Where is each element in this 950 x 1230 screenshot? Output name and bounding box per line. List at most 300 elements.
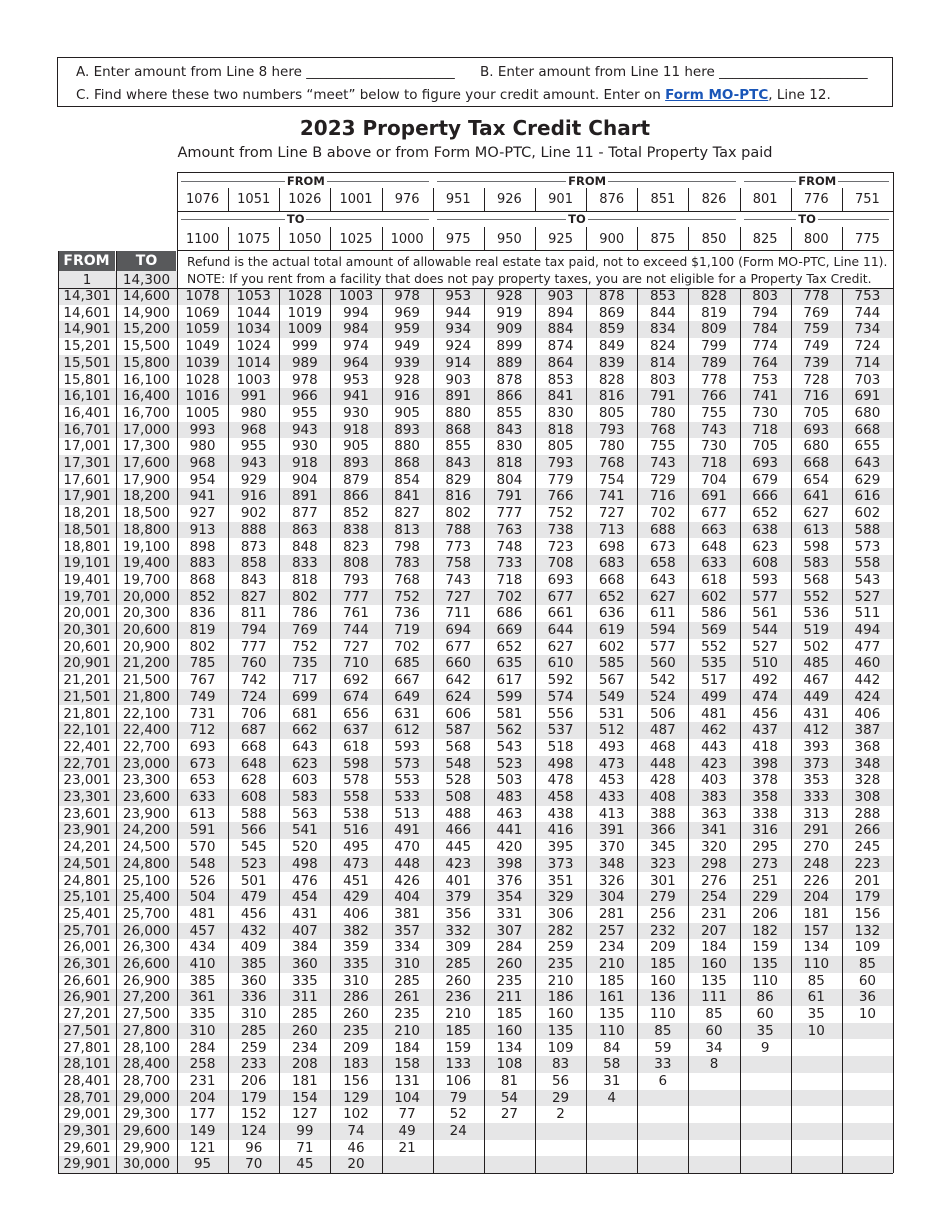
income-from-value: 20,601 xyxy=(63,638,111,655)
credit-amount: 477 xyxy=(854,638,881,655)
credit-amount: 836 xyxy=(189,605,216,622)
credit-amount: 46 xyxy=(347,1139,365,1156)
credit-amount: 71 xyxy=(296,1139,314,1156)
credit-amount: 802 xyxy=(189,638,216,655)
instruction-c-suffix: , Line 12. xyxy=(768,87,831,103)
credit-amount: 81 xyxy=(500,1072,518,1089)
credit-amount: 818 xyxy=(547,421,574,438)
from-to-divider xyxy=(116,251,117,1173)
credit-amount: 433 xyxy=(598,789,625,805)
credit-amount: 291 xyxy=(803,822,830,839)
credit-amount: 734 xyxy=(854,321,881,338)
credit-amount: 27 xyxy=(500,1106,518,1123)
income-to-value: 20,900 xyxy=(122,638,171,655)
credit-amount: 635 xyxy=(496,655,523,672)
credit-amount: 468 xyxy=(649,738,676,755)
credit-amount: 548 xyxy=(445,755,472,772)
credit-amount: 668 xyxy=(854,421,881,438)
credit-amount: 717 xyxy=(291,672,318,689)
credit-amount: 974 xyxy=(343,338,369,355)
credit-amount: 458 xyxy=(547,789,574,805)
credit-amount: 20 xyxy=(347,1156,365,1173)
credit-amount: 643 xyxy=(291,738,318,755)
header-column-divider xyxy=(330,227,331,250)
credit-amount: 693 xyxy=(803,421,830,438)
credit-amount: 473 xyxy=(343,855,369,872)
credit-amount: 235 xyxy=(547,956,574,972)
credit-amount: 510 xyxy=(752,655,779,672)
credit-amount: 677 xyxy=(547,588,574,605)
income-from-value: 17,901 xyxy=(63,488,111,505)
credit-amount: 21 xyxy=(398,1139,416,1156)
income-from-value: 16,101 xyxy=(63,388,111,405)
income-to-value: 26,600 xyxy=(122,956,171,972)
credit-amount: 406 xyxy=(854,705,881,722)
income-from-value: 20,001 xyxy=(63,605,111,622)
column-from-value: 976 xyxy=(394,192,420,207)
income-from-value: 27,801 xyxy=(63,1039,111,1056)
body-column-divider xyxy=(433,288,434,1173)
credit-amount: 544 xyxy=(752,622,779,638)
credit-amount: 869 xyxy=(598,304,625,321)
column-from-value: 751 xyxy=(855,192,880,207)
credit-amount: 814 xyxy=(649,354,676,371)
credit-amount: 359 xyxy=(343,939,369,956)
credit-amount: 552 xyxy=(803,588,830,605)
credit-amount: 930 xyxy=(291,438,318,455)
credit-amount: 487 xyxy=(649,722,676,739)
income-to-value: 23,900 xyxy=(122,805,171,822)
credit-amount: 366 xyxy=(649,822,676,839)
credit-amount: 724 xyxy=(854,338,881,355)
credit-amount: 729 xyxy=(649,471,676,488)
credit-amount: 711 xyxy=(445,605,472,622)
credit-amount: 335 xyxy=(291,972,318,989)
credit-amount: 341 xyxy=(701,822,727,839)
body-column-divider xyxy=(637,288,638,1173)
credit-amount: 206 xyxy=(752,905,779,922)
credit-amount: 159 xyxy=(752,939,779,956)
credit-amount: 36 xyxy=(858,989,876,1006)
income-from-value: 16,401 xyxy=(63,404,111,421)
credit-amount: 543 xyxy=(854,571,881,588)
credit-amount: 743 xyxy=(649,455,676,471)
income-from-value: 25,101 xyxy=(63,889,111,906)
credit-amount: 207 xyxy=(701,922,727,939)
income-from-value: 23,301 xyxy=(63,789,111,805)
credit-amount: 859 xyxy=(598,321,625,338)
credit-amount: 181 xyxy=(291,1072,318,1089)
credit-amount: 691 xyxy=(854,388,881,405)
credit-amount: 766 xyxy=(547,488,574,505)
credit-amount: 502 xyxy=(803,638,830,655)
credit-amount: 83 xyxy=(551,1056,570,1073)
income-from-value: 21,501 xyxy=(63,688,111,705)
credit-amount: 638 xyxy=(752,521,779,538)
credit-amount: 109 xyxy=(854,939,881,956)
credit-amount: 160 xyxy=(701,956,727,972)
credit-amount: 335 xyxy=(189,1006,216,1023)
to-values-bottom-line xyxy=(177,250,893,251)
credit-amount: 752 xyxy=(394,588,421,605)
income-to-value: 26,900 xyxy=(122,972,171,989)
credit-amount: 593 xyxy=(752,571,779,588)
credit-amount: 918 xyxy=(343,421,369,438)
credit-amount: 954 xyxy=(189,471,216,488)
header-column-divider xyxy=(586,188,587,211)
credit-amount: 608 xyxy=(752,555,779,572)
credit-amount: 916 xyxy=(394,388,421,405)
credit-amount: 413 xyxy=(598,805,625,822)
credit-amount: 210 xyxy=(598,956,625,972)
credit-amount: 34 xyxy=(705,1039,723,1056)
header-column-divider xyxy=(688,227,689,250)
form-mo-ptc-link[interactable]: Form MO-PTC xyxy=(665,87,769,103)
credit-amount: 852 xyxy=(189,588,216,605)
credit-amount: 499 xyxy=(701,688,727,705)
credit-amount: 768 xyxy=(598,455,625,471)
header-column-divider xyxy=(228,227,229,250)
credit-amount: 385 xyxy=(189,972,216,989)
credit-amount: 858 xyxy=(240,555,267,572)
credit-amount: 777 xyxy=(343,588,369,605)
credit-amount: 714 xyxy=(854,354,881,371)
credit-amount: 617 xyxy=(496,672,523,689)
credit-amount: 680 xyxy=(854,404,881,421)
credit-amount: 568 xyxy=(803,571,830,588)
credit-amount: 59 xyxy=(654,1039,672,1056)
credit-amount: 574 xyxy=(547,688,574,705)
income-from-value: 18,801 xyxy=(63,538,111,555)
income-from-value: 14,601 xyxy=(63,304,111,321)
credit-amount: 110 xyxy=(803,956,830,972)
credit-amount: 535 xyxy=(701,655,727,672)
income-to-value: 19,100 xyxy=(122,538,171,555)
credit-amount: 783 xyxy=(394,555,421,572)
credit-amount: 307 xyxy=(496,922,523,939)
income-from-value: 22,401 xyxy=(63,738,111,755)
credit-amount: 470 xyxy=(394,839,421,856)
credit-amount: 955 xyxy=(291,404,318,421)
credit-amount: 111 xyxy=(701,989,727,1006)
credit-amount: 611 xyxy=(649,605,676,622)
income-from-value: 28,701 xyxy=(63,1089,111,1106)
credit-amount: 387 xyxy=(854,722,881,739)
credit-amount: 460 xyxy=(854,655,881,672)
credit-amount: 85 xyxy=(654,1022,672,1039)
credit-amount: 158 xyxy=(394,1056,421,1073)
credit-amount: 703 xyxy=(854,371,881,388)
credit-amount: 285 xyxy=(240,1022,267,1039)
column-from-value: 1051 xyxy=(237,192,271,207)
income-to-value: 27,800 xyxy=(122,1022,171,1039)
credit-amount: 363 xyxy=(701,805,727,822)
credit-amount: 391 xyxy=(598,822,625,839)
credit-amount: 185 xyxy=(496,1006,523,1023)
credit-amount: 744 xyxy=(343,622,369,638)
credit-amount: 412 xyxy=(803,722,830,739)
income-to-value: 25,400 xyxy=(122,889,171,906)
body-column-divider xyxy=(484,288,485,1173)
credit-amount: 226 xyxy=(803,872,830,889)
income-from-value: 19,101 xyxy=(63,555,111,572)
credit-amount: 766 xyxy=(701,388,727,405)
body-column-divider xyxy=(279,288,280,1173)
credit-amount: 185 xyxy=(445,1022,472,1039)
credit-amount: 764 xyxy=(752,354,779,371)
credit-amount: 373 xyxy=(547,855,574,872)
header-column-divider xyxy=(688,188,689,211)
credit-amount: 523 xyxy=(496,755,523,772)
credit-amount: 127 xyxy=(291,1106,318,1123)
credit-amount: 442 xyxy=(854,672,881,689)
credit-amount: 878 xyxy=(496,371,523,388)
credit-amount: 989 xyxy=(291,354,318,371)
from-values-bottom-line xyxy=(177,211,893,212)
credit-amount: 903 xyxy=(445,371,472,388)
income-to-value: 24,800 xyxy=(122,855,171,872)
credit-amount: 1028 xyxy=(287,288,323,304)
credit-amount: 603 xyxy=(291,772,318,789)
credit-amount: 260 xyxy=(496,956,523,972)
credit-amount: 669 xyxy=(496,622,523,638)
credit-amount: 159 xyxy=(445,1039,472,1056)
credit-amount: 959 xyxy=(394,321,421,338)
credit-amount: 968 xyxy=(240,421,267,438)
credit-amount: 755 xyxy=(701,404,727,421)
income-from-value: 15,501 xyxy=(63,354,111,371)
credit-amount: 184 xyxy=(701,939,727,956)
credit-amount: 61 xyxy=(807,989,825,1006)
credit-amount: 553 xyxy=(394,772,421,789)
credit-amount: 799 xyxy=(701,338,727,355)
credit-amount: 1049 xyxy=(185,338,220,355)
credit-amount: 623 xyxy=(291,755,318,772)
credit-amount: 206 xyxy=(240,1072,267,1089)
column-to-value: 800 xyxy=(803,232,829,247)
credit-amount: 149 xyxy=(189,1123,216,1139)
credit-amount: 260 xyxy=(445,972,472,989)
credit-amount: 135 xyxy=(547,1022,574,1039)
credit-amount: 508 xyxy=(445,789,472,805)
header-column-divider xyxy=(228,188,229,211)
credit-amount: 234 xyxy=(598,939,625,956)
credit-amount: 723 xyxy=(547,538,574,555)
credit-amount: 270 xyxy=(803,839,830,856)
credit-amount: 902 xyxy=(240,505,267,522)
column-to-value: 1025 xyxy=(339,232,373,247)
credit-amount: 161 xyxy=(598,989,625,1006)
credit-amount: 866 xyxy=(343,488,369,505)
header-column-divider xyxy=(279,227,280,250)
credit-amount: 694 xyxy=(445,622,472,638)
credit-amount: 854 xyxy=(394,471,421,488)
body-column-divider xyxy=(842,288,843,1173)
credit-amount: 610 xyxy=(547,655,574,672)
credit-amount: 978 xyxy=(291,371,318,388)
credit-amount: 256 xyxy=(649,905,676,922)
credit-amount: 99 xyxy=(296,1123,314,1139)
credit-amount: 624 xyxy=(445,688,472,705)
credit-amount: 157 xyxy=(803,922,830,939)
income-to-value: 30,000 xyxy=(122,1156,171,1173)
credit-amount: 231 xyxy=(701,905,727,922)
credit-amount: 788 xyxy=(445,521,472,538)
credit-amount: 980 xyxy=(189,438,216,455)
credit-amount: 656 xyxy=(343,705,369,722)
credit-amount: 930 xyxy=(343,404,369,421)
credit-amount: 674 xyxy=(343,688,369,705)
credit-amount: 843 xyxy=(240,571,267,588)
body-column-divider xyxy=(740,288,741,1173)
credit-amount: 779 xyxy=(547,471,574,488)
credit-amount: 306 xyxy=(547,905,574,922)
credit-amount: 513 xyxy=(394,805,421,822)
credit-amount: 828 xyxy=(701,288,727,304)
column-from-value: 926 xyxy=(497,192,522,207)
credit-amount: 185 xyxy=(649,956,676,972)
credit-amount: 643 xyxy=(854,455,881,471)
credit-amount: 691 xyxy=(701,488,727,505)
credit-amount: 383 xyxy=(701,789,727,805)
credit-amount: 531 xyxy=(598,705,625,722)
credit-amount: 542 xyxy=(649,672,676,689)
credit-amount: 819 xyxy=(189,622,216,638)
credit-amount: 423 xyxy=(445,855,472,872)
credit-amount: 526 xyxy=(189,872,216,889)
credit-amount: 457 xyxy=(189,922,216,939)
credit-amount: 160 xyxy=(547,1006,574,1023)
credit-amount: 718 xyxy=(701,455,727,471)
credit-amount: 616 xyxy=(854,488,881,505)
credit-amount: 934 xyxy=(445,321,472,338)
credit-amount: 335 xyxy=(343,956,369,972)
credit-amount: 581 xyxy=(496,705,523,722)
credit-amount: 794 xyxy=(752,304,779,321)
credit-amount: 416 xyxy=(547,822,574,839)
income-to-value: 15,200 xyxy=(122,321,171,338)
credit-amount: 276 xyxy=(701,872,727,889)
credit-amount: 808 xyxy=(343,555,369,572)
credit-amount: 884 xyxy=(547,321,574,338)
group-label-from: FROM xyxy=(798,174,837,188)
credit-amount: 793 xyxy=(343,571,369,588)
credit-amount: 599 xyxy=(496,688,523,705)
credit-amount: 33 xyxy=(654,1056,672,1073)
credit-amount: 880 xyxy=(394,438,421,455)
credit-amount: 648 xyxy=(240,755,267,772)
column-to-value: 1000 xyxy=(390,232,424,247)
income-from-value: 16,701 xyxy=(63,421,111,438)
column-from-value: 876 xyxy=(599,192,625,207)
credit-amount: 533 xyxy=(394,789,421,805)
credit-amount: 789 xyxy=(701,354,727,371)
credit-amount: 879 xyxy=(343,471,369,488)
credit-amount: 667 xyxy=(394,672,421,689)
credit-amount: 357 xyxy=(394,922,421,939)
credit-amount: 356 xyxy=(445,905,472,922)
credit-amount: 712 xyxy=(189,722,216,739)
credit-amount: 512 xyxy=(598,722,625,739)
credit-amount: 743 xyxy=(445,571,472,588)
credit-amount: 448 xyxy=(394,855,421,872)
income-from-value: 23,001 xyxy=(63,772,111,789)
income-from-value: 17,001 xyxy=(63,438,111,455)
credit-amount: 398 xyxy=(496,855,523,872)
credit-amount: 618 xyxy=(701,571,727,588)
credit-amount: 110 xyxy=(649,1006,676,1023)
credit-amount: 844 xyxy=(649,304,676,321)
credit-amount: 282 xyxy=(547,922,574,939)
credit-amount: 830 xyxy=(496,438,523,455)
credit-amount: 648 xyxy=(701,538,727,555)
credit-amount: 385 xyxy=(240,956,267,972)
credit-amount: 702 xyxy=(649,505,676,522)
credit-amount: 644 xyxy=(547,622,574,638)
credit-amount: 693 xyxy=(547,571,574,588)
credit-amount: 698 xyxy=(598,538,625,555)
credit-amount: 223 xyxy=(854,855,881,872)
credit-amount: 301 xyxy=(649,872,676,889)
credit-amount: 328 xyxy=(854,772,881,789)
income-from-value: 21,201 xyxy=(63,672,111,689)
credit-amount: 633 xyxy=(189,789,216,805)
income-to-value: 22,700 xyxy=(122,738,171,755)
credit-amount: 905 xyxy=(394,404,421,421)
credit-amount: 758 xyxy=(445,555,472,572)
credit-amount: 818 xyxy=(496,455,523,471)
credit-amount: 49 xyxy=(398,1123,416,1139)
credit-amount: 45 xyxy=(296,1156,314,1173)
income-from-value: 26,901 xyxy=(63,989,111,1006)
credit-amount: 210 xyxy=(445,1006,472,1023)
income-to-value: 23,000 xyxy=(122,755,171,772)
header-column-divider xyxy=(382,227,383,250)
credit-amount: 627 xyxy=(803,505,830,522)
credit-amount: 334 xyxy=(394,939,421,956)
credit-amount: 562 xyxy=(496,722,523,739)
credit-amount: 652 xyxy=(752,505,779,522)
credit-amount: 736 xyxy=(394,605,421,622)
credit-amount: 331 xyxy=(496,905,523,922)
column-from-value: 851 xyxy=(650,192,676,207)
credit-amount: 384 xyxy=(291,939,318,956)
credit-amount: 716 xyxy=(803,388,830,405)
income-from-value: 26,001 xyxy=(63,939,111,956)
credit-amount: 928 xyxy=(496,288,523,304)
credit-amount: 60 xyxy=(705,1022,723,1039)
credit-amount: 136 xyxy=(649,989,676,1006)
column-from-value: 1001 xyxy=(339,192,373,207)
credit-amount: 833 xyxy=(291,555,318,572)
credit-amount: 210 xyxy=(547,972,574,989)
credit-amount: 730 xyxy=(701,438,727,455)
body-column-divider xyxy=(535,288,536,1173)
income-from-value: 18,501 xyxy=(63,521,111,538)
credit-amount: 991 xyxy=(240,388,267,405)
credit-amount: 523 xyxy=(240,855,267,872)
income-to-value: 21,200 xyxy=(122,655,171,672)
credit-amount: 754 xyxy=(598,471,625,488)
credit-amount: 666 xyxy=(752,488,779,505)
income-from-value: 15,201 xyxy=(63,338,111,355)
credit-amount: 345 xyxy=(649,839,676,856)
credit-amount: 451 xyxy=(343,872,369,889)
credit-amount: 955 xyxy=(240,438,267,455)
credit-amount: 485 xyxy=(803,655,830,672)
credit-amount: 627 xyxy=(649,588,676,605)
income-to-value: 14,900 xyxy=(122,304,171,321)
